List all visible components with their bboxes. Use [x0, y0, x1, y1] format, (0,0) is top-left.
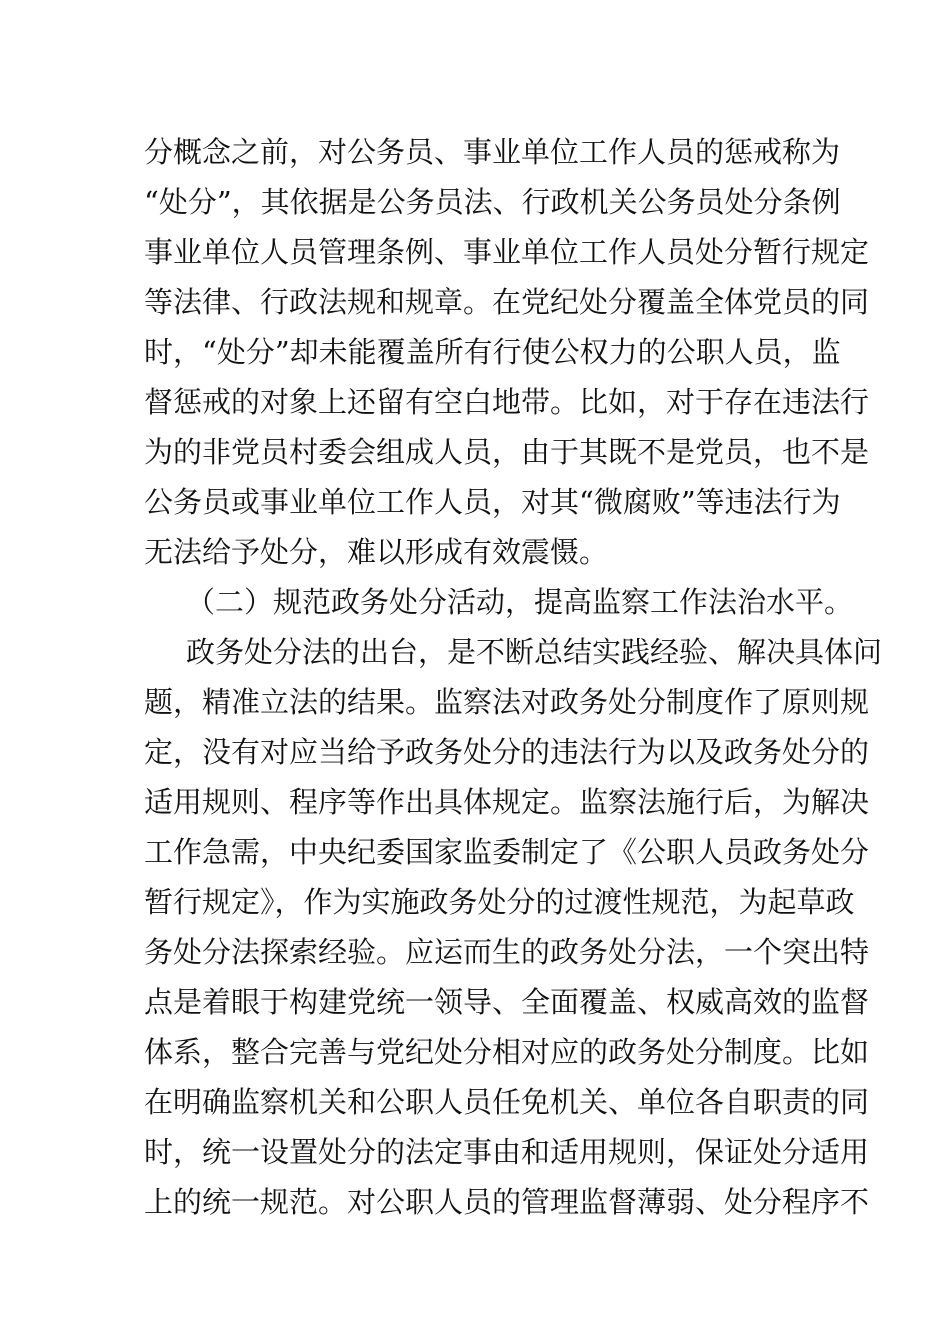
paragraph-line: 适用规则、程序等作出具体规定。监察法施行后，为解决	[144, 785, 870, 819]
paragraph-line: 暂行规定》，作为实施政务处分的过渡性规范，为起草政	[144, 885, 855, 919]
paragraph-line: “处分”，其依据是公务员法、行政机关公务员处分条例	[144, 185, 841, 219]
paragraph-line: 政务处分法的出台，是不断总结实践经验、解决具体问	[186, 635, 883, 669]
paragraph-line: 等法律、行政法规和规章。在党纪处分覆盖全体党员的同	[144, 285, 870, 319]
paragraph-line: 分概念之前，对公务员、事业单位工作人员的惩戒称为	[144, 135, 841, 169]
section-heading: （二）规范政务处分活动，提高监察工作法治水平。	[186, 585, 854, 619]
paragraph-line: 在明确监察机关和公职人员任免机关、单位各自职责的同	[144, 1085, 870, 1119]
paragraph-line: 工作急需，中央纪委国家监委制定了《公职人员政务处分	[144, 835, 870, 869]
paragraph-line: 点是着眼于构建党统一领导、全面覆盖、权威高效的监督	[144, 985, 870, 1019]
paragraph-line: 体系，整合完善与党纪处分相对应的政务处分制度。比如	[144, 1035, 870, 1069]
paragraph-line: 时，“处分”却未能覆盖所有行使公权力的公职人员，监	[144, 335, 841, 369]
paragraph-line: 务处分法探索经验。应运而生的政务处分法，一个突出特	[144, 935, 870, 969]
paragraph-line: 定，没有对应当给予政务处分的违法行为以及政务处分的	[144, 735, 870, 769]
paragraph-line: 为的非党员村委会组成人员，由于其既不是党员，也不是	[144, 435, 870, 469]
paragraph-line: 公务员或事业单位工作人员，对其“微腐败”等违法行为	[144, 485, 841, 519]
paragraph-line: 题，精准立法的结果。监察法对政务处分制度作了原则规	[144, 685, 870, 719]
paragraph-line: 上的统一规范。对公职人员的管理监督薄弱、处分程序不	[144, 1185, 870, 1219]
paragraph-line: 时，统一设置处分的法定事由和适用规则，保证处分适用	[144, 1135, 870, 1169]
paragraph-line: 无法给予处分，难以形成有效震慑。	[144, 535, 609, 569]
paragraph-line: 事业单位人员管理条例、事业单位工作人员处分暂行规定	[144, 235, 870, 269]
paragraph-line: 督惩戒的对象上还留有空白地带。比如，对于存在违法行	[144, 385, 870, 419]
